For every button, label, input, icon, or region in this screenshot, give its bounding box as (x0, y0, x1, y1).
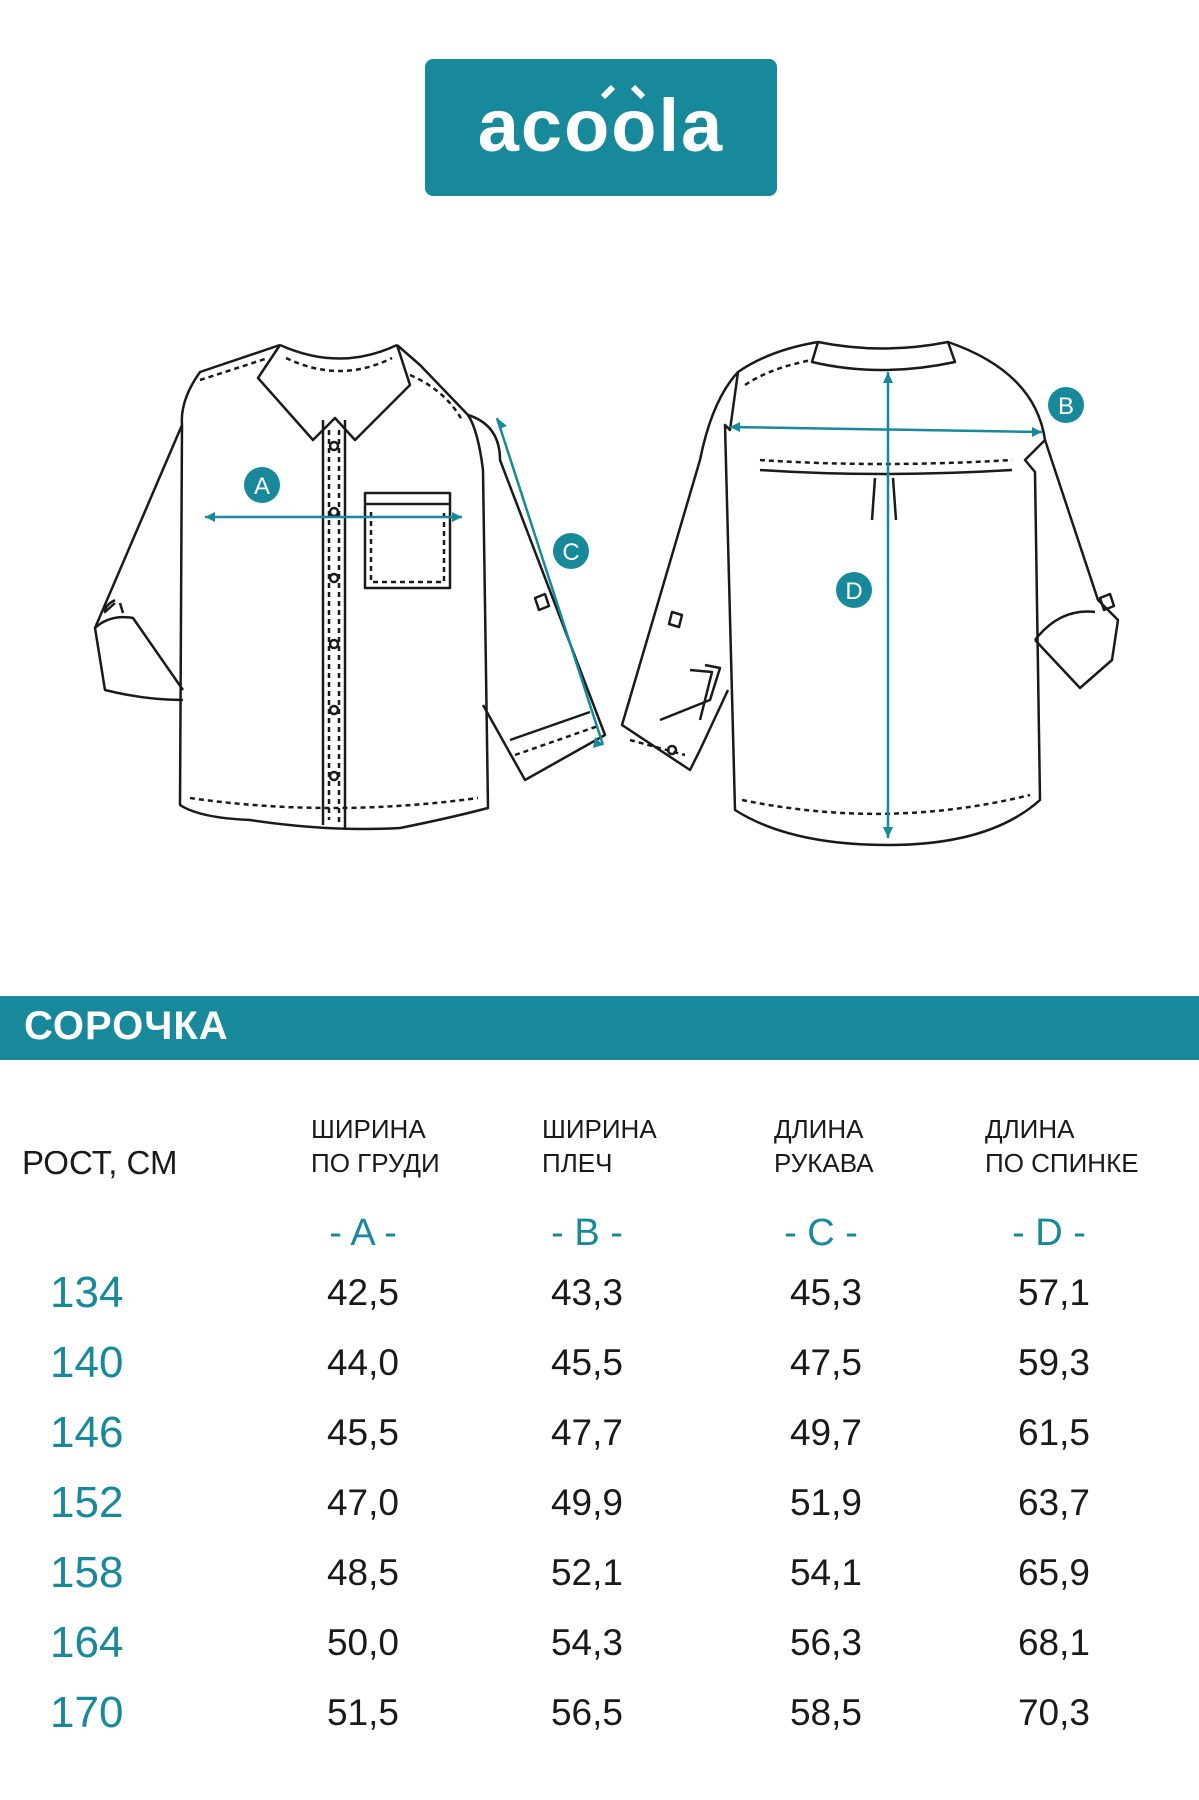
chest-value: 45,5 (326, 1412, 399, 1453)
height-column-header: РОСТ, СМ (22, 1144, 178, 1181)
size-table (0, 1268, 1199, 1758)
chest-value: 47,0 (326, 1482, 399, 1523)
front-buttons (330, 442, 338, 780)
svg-text:D: D (845, 578, 863, 605)
table-row (0, 1618, 1199, 1688)
shoulder-value: 47,7 (550, 1412, 623, 1453)
shoulder-value: 45,5 (550, 1342, 623, 1383)
product-title-bar (0, 996, 1199, 1060)
table-row (0, 1268, 1199, 1338)
sleeve-value: 58,5 (789, 1692, 862, 1733)
table-row (0, 1548, 1199, 1618)
height-value: 134 (50, 1268, 124, 1317)
chest-value: 51,5 (326, 1692, 399, 1733)
logo-wordmark (425, 59, 777, 196)
back-length-value: 59,3 (1017, 1342, 1090, 1383)
column-letter-b: - B - (551, 1212, 623, 1254)
column-header-sleeve: ДЛИНА РУКАВА (774, 1114, 874, 1178)
table-row (0, 1338, 1199, 1408)
table-row (0, 1408, 1199, 1478)
sleeve-value: 47,5 (789, 1342, 862, 1383)
marker-c (553, 533, 589, 569)
measure-line-b (730, 422, 1042, 437)
marker-d (836, 572, 872, 608)
shirt-sketch (0, 290, 1199, 890)
chest-value: 42,5 (326, 1272, 399, 1313)
shoulder-value: 56,5 (550, 1692, 623, 1733)
marker-b (1048, 387, 1084, 423)
column-letter-d: - D - (1012, 1212, 1086, 1254)
svg-text:acoola: acoola (477, 84, 725, 167)
column-header-back-length: ДЛИНА ПО СПИНКЕ (985, 1114, 1139, 1178)
svg-text:A: A (253, 473, 271, 500)
measure-line-d (883, 372, 893, 838)
shoulder-value: 49,9 (550, 1482, 623, 1523)
height-value: 146 (50, 1408, 124, 1457)
svg-text:B: B (1057, 393, 1075, 420)
table-row (0, 1478, 1199, 1548)
height-value: 152 (50, 1478, 124, 1527)
back-length-value: 63,7 (1017, 1482, 1090, 1523)
height-value: 164 (50, 1618, 124, 1667)
sleeve-value: 45,3 (789, 1272, 862, 1313)
table-row (0, 1688, 1199, 1758)
shoulder-value: 54,3 (550, 1622, 623, 1663)
back-length-value: 65,9 (1017, 1552, 1090, 1593)
back-length-value: 68,1 (1017, 1622, 1090, 1663)
back-length-value: 57,1 (1017, 1272, 1090, 1313)
product-title: СОРОЧКА (24, 1004, 229, 1048)
measure-line-c (497, 418, 603, 748)
back-length-value: 61,5 (1017, 1412, 1090, 1453)
column-letter-a: - A - (329, 1212, 397, 1254)
shoulder-value: 52,1 (550, 1552, 623, 1593)
shirt-front-drawing (95, 345, 605, 829)
marker-a (244, 467, 280, 503)
shoulder-value: 43,3 (550, 1272, 623, 1313)
chest-value: 48,5 (326, 1552, 399, 1593)
column-header-chest: ШИРИНА ПО ГРУДИ (311, 1114, 440, 1178)
height-value: 158 (50, 1548, 124, 1597)
brand-logo (425, 59, 777, 196)
height-value: 170 (50, 1688, 124, 1737)
sleeve-value: 51,9 (789, 1482, 862, 1523)
chest-value: 50,0 (326, 1622, 399, 1663)
sleeve-value: 56,3 (789, 1622, 862, 1663)
chest-value: 44,0 (326, 1342, 399, 1383)
column-header-shoulders: ШИРИНА ПЛЕЧ (542, 1114, 657, 1178)
back-length-value: 70,3 (1017, 1692, 1090, 1733)
column-letter-c: - C - (784, 1212, 858, 1254)
measure-line-a (205, 512, 462, 522)
sleeve-value: 49,7 (789, 1412, 862, 1453)
height-value: 140 (50, 1338, 124, 1387)
svg-text:C: C (562, 539, 580, 566)
sleeve-value: 54,1 (789, 1552, 862, 1593)
